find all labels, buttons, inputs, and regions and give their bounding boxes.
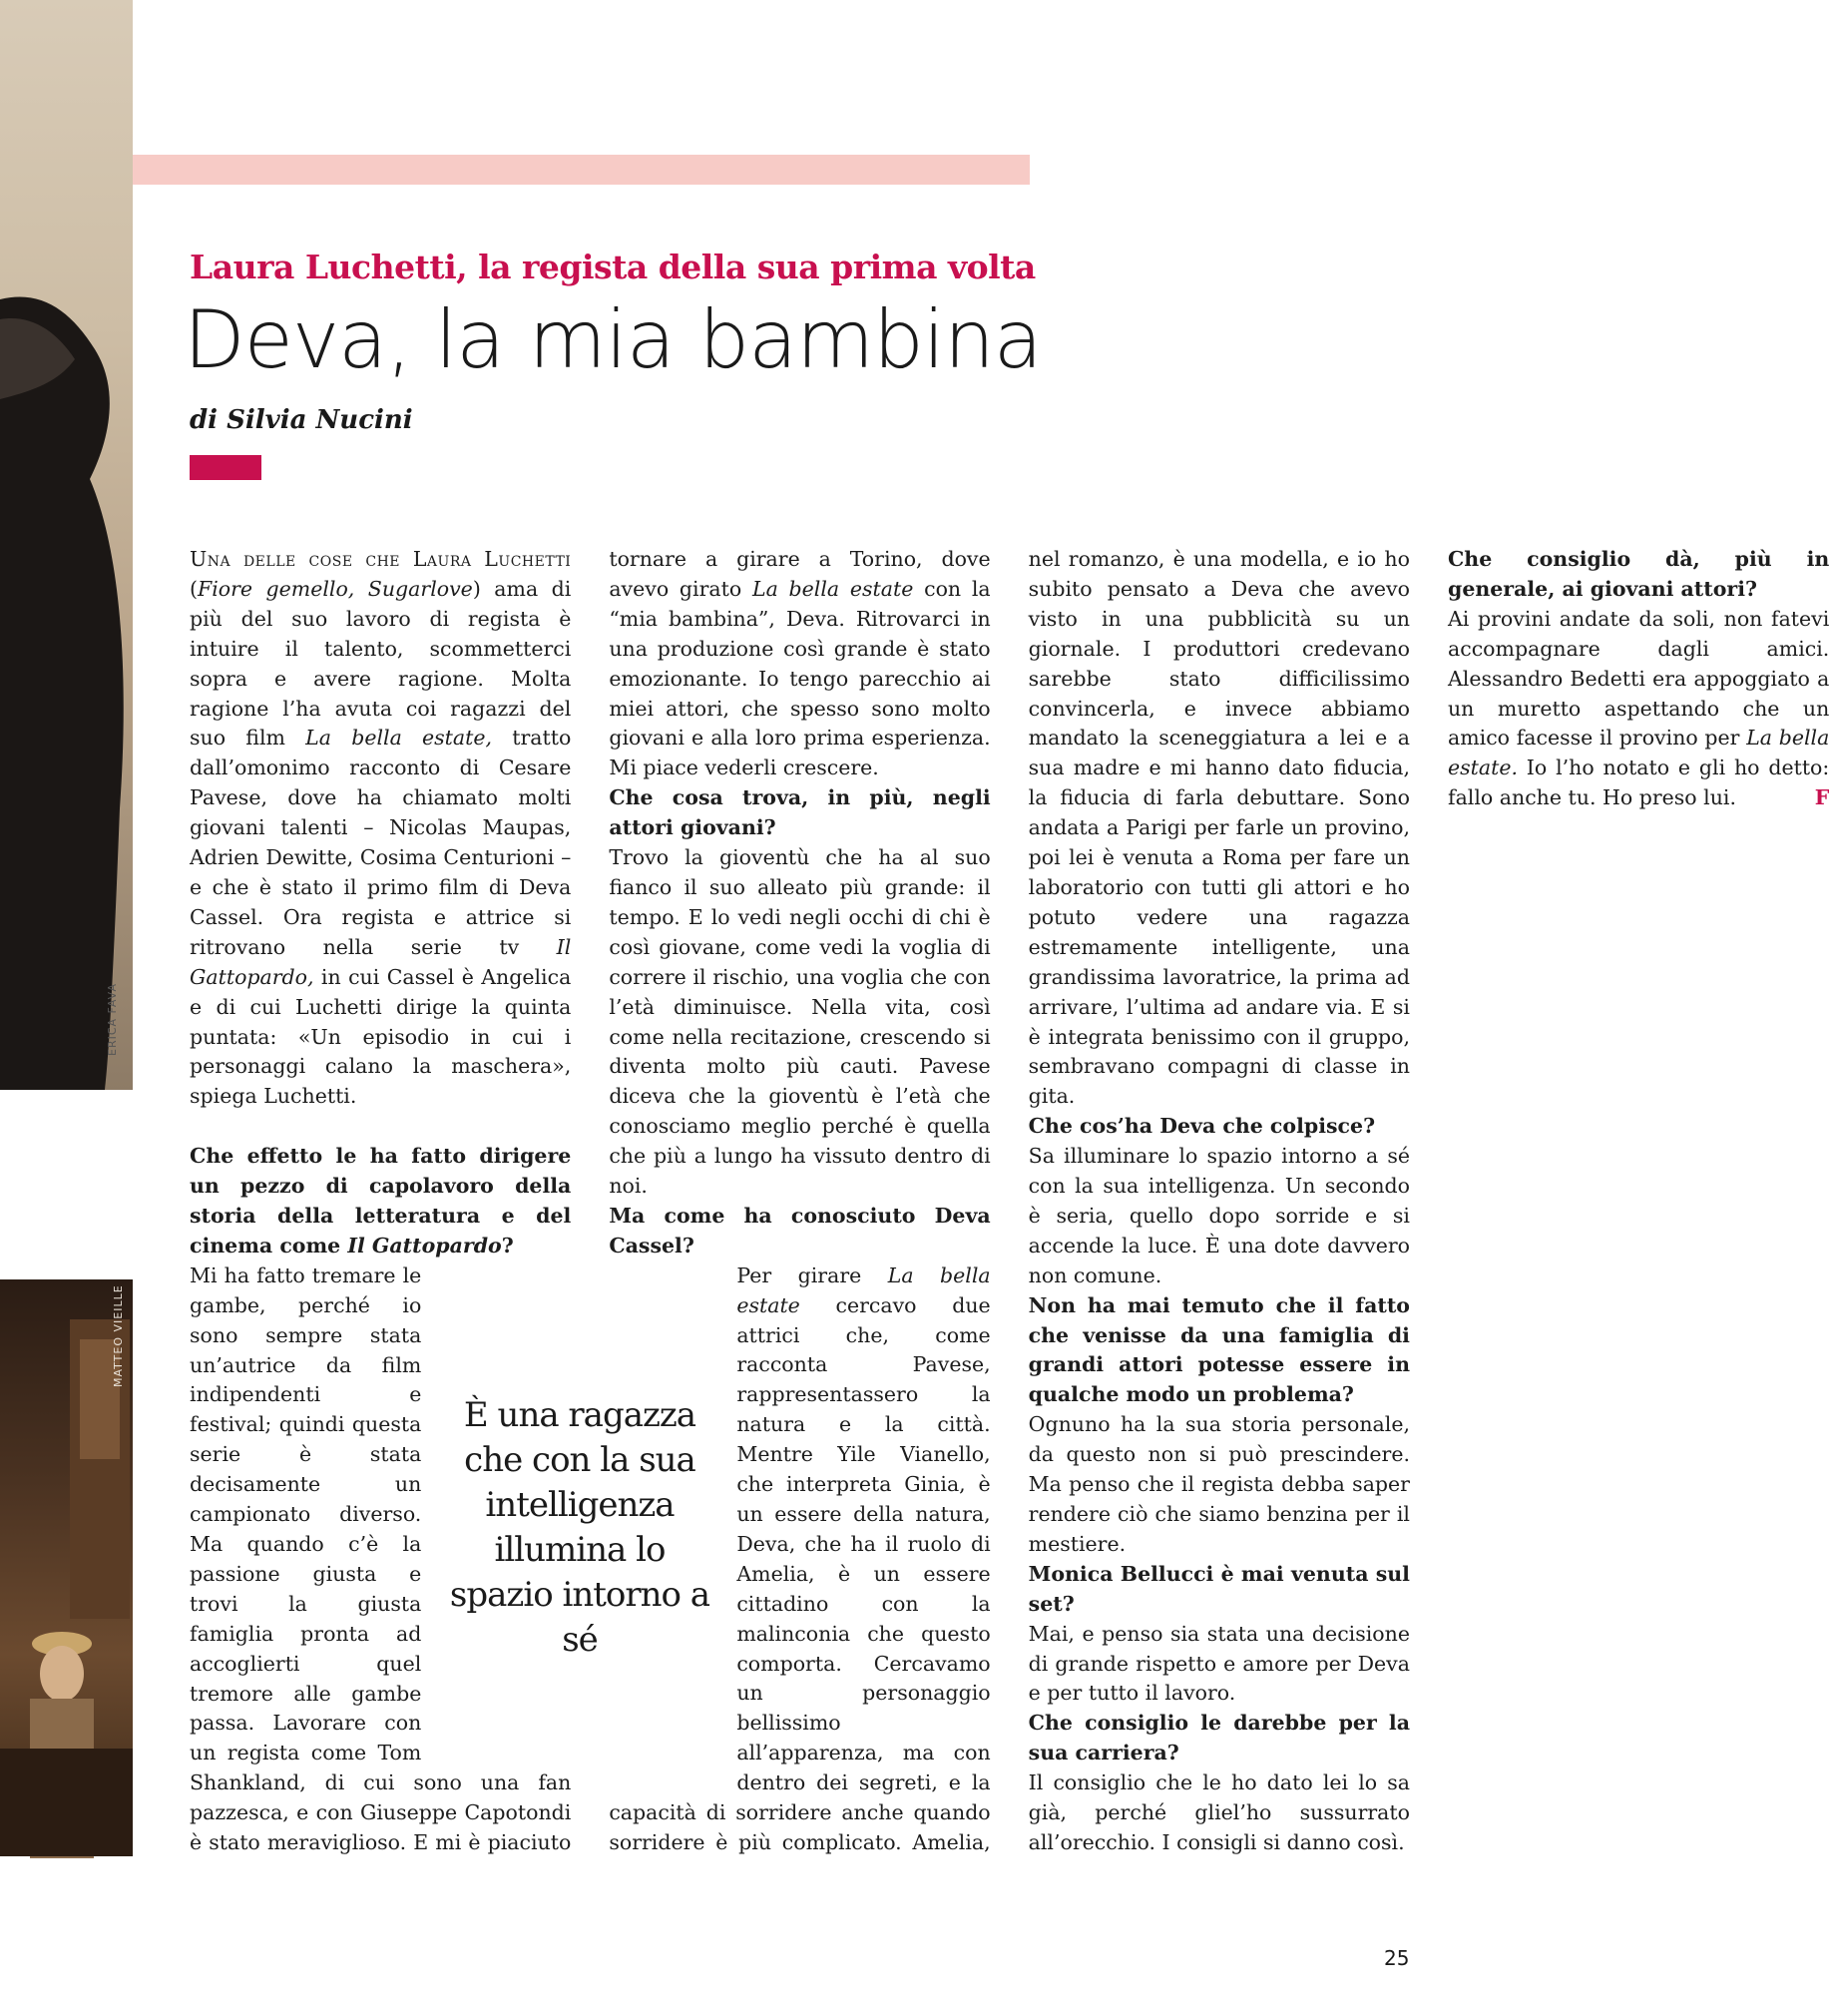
intro-paragraph: Una delle cose che Laura Luchetti (Fiore gemello, Sugarlove) ama di più del suo lavoro di regista è intuire il talento, scommetterci sopra e avere ragione. Molta ragione l’ha avuta coi ragazzi del suo film La bella estate, tratto dall’omonimo racconto di Cesare Pavese, dove ha chiamato molti giovani talenti – Nicolas Maupas, Adrien Dewitte, Cosima Centurioni – e che è stato il primo film di Deva Cassel. Ora regista e attrice si ritrovano nella serie tv Il Gattopardo, in cui Cassel è Angelica e di cui Luchetti dirige la quinta puntata: «Un episodio in cui i personaggi calano la maschera», spiega Luchetti.: [190, 547, 572, 1109]
pull-quote: È una ragazza che con la sua intelligenza illumina lo spazio intorno a sé: [439, 1393, 720, 1663]
article-byline: di Silvia Nucini: [190, 405, 413, 435]
answer-1: Mi ha fatto tremare le gambe, perché io sono sempre stata un’autrice da film indipendenti e festival; quindi questa serie è stata decisamente un campionato diverso. Ma quando c’è la passione giusta e trovi la giusta famiglia pronta ad accoglierti quel tremore alle gambe passa. Lavorare con un regista come Tom Shankland, di cui sono una fan pazzesca, e con Giuseppe Capotondi è stato meraviglioso. E mi è piaciuto tornare a girare a Torino, dove avevo girato La bella estate con la “mia bambina”, Deva. Ritrovarci in una produzione così grande è stato emozionante. Io tengo parecchio ai miei attori, che spesso sono molto giovani e alla loro prima esperienza. Mi piace vederli crescere.: [190, 547, 991, 1855]
figure-silhouette: [0, 289, 133, 1090]
answer-7: Il consiglio che le ho dato lei lo sa già, perché gliel’ho sussurrato all’orecchio. I consigli si danno così.: [1028, 1770, 1410, 1854]
accent-bar: [190, 455, 261, 480]
article-headline: Deva, la mia bambina: [184, 293, 1042, 386]
question-2: Che cosa trova, in più, negli attori giovani?: [609, 785, 991, 840]
article-kicker: Laura Luchetti, la regista della sua prima volta: [190, 248, 1036, 286]
question-5: Non ha mai temuto che il fatto che venisse da una famiglia di grandi attori potesse essere in qualche modo un problema?: [1028, 1292, 1410, 1407]
question-8: Che consiglio dà, più in generale, ai giovani attori?: [1447, 547, 1829, 601]
article-body: [190, 545, 1829, 1864]
answer-5: Ognuno ha la sua storia personale, da questo non si può prescindere. Ma penso che il regista debba saper rendere ciò che siamo benzina per il mestiere.: [1028, 1412, 1410, 1556]
answer-8: Ai provini andate da soli, non fatevi accompagnare dagli amici. Alessandro Bedetti era appoggiato a un muretto aspettando che un amico facesse il provino per La bella estate. Io l’ho notato e gli ho detto: fallo anche tu. Ho preso lui. F: [1448, 605, 1829, 813]
header-pink-bar: [133, 155, 1030, 185]
page-number: 25: [1384, 1946, 1410, 1970]
photo-credit-top: ERICA FAVA: [106, 982, 119, 1056]
question-3: Ma come ha conosciuto Deva Cassel?: [609, 1203, 991, 1258]
answer-6: Mai, e penso sia stata una decisione di grande rispetto e amore per Deva e per tutto il lavoro.: [1028, 1621, 1410, 1706]
question-4: Che cos’ha Deva che colpisce?: [1028, 1114, 1376, 1139]
photo-credit-bottom: MATTEO VIEILLE: [112, 1284, 125, 1387]
answer-3: Per girare La bella estate cercavo due attrici che, come racconta Pavese, rappresentassero la natura e la città. Mentre Yile Vianello, che interpreta Ginia, è un essere della natura, Deva, che ha il ruolo di Amelia, è un essere cittadino con la malinconia che questo comporta. Cercavamo un personaggio bellissimo all’apparenza, ma con dentro dei segreti, e la capacità di sorridere anche quando sorridere è più complicato. Amelia, nel romanzo, è una modella, e io ho subito pensato a Deva che avevo visto in una pubblicità su un giornale. I produttori credevano sarebbe stato difficilissimo convincerla, e invece abbiamo mandato la sceneggiatura a lei e a sua madre e mi hanno dato fiducia, la fiducia di farla debuttare. Sono andata a Parigi per farle un provino, poi lei è venuta a Roma per fare un laboratorio con tutti gli attori e ho potuto vedere una ragazza estremamente intelligente, una grandissima lavoratrice, la prima ad arrivare, l’ultima ad andare via. E si è integrata benissimo con il gruppo, sembravano compagni di classe in gita.: [609, 547, 1410, 1854]
question-6: Monica Bellucci è mai venuta sul set?: [1028, 1561, 1410, 1616]
photo-top: [0, 0, 133, 1090]
end-mark: F: [1814, 785, 1829, 810]
question-1: Che effetto le ha fatto dirigere un pezzo di capolavoro della storia della letteratura e del cinema come Il Gattopardo?: [190, 1144, 572, 1258]
answer-4: Sa illuminare lo spazio intorno a sé con la sua intelligenza. Un secondo è seria, quello dopo sorride e si accende la luce. È una dote davvero non comune.: [1028, 1144, 1410, 1287]
question-7: Che consiglio le darebbe per la sua carriera?: [1028, 1711, 1410, 1765]
answer-2: Trovo la gioventù che ha al suo fianco il suo alleato più grande: il tempo. E lo vedi negli occhi di chi è così giovane, come vedi la voglia di correre il rischio, una voglia che con l’età diminuisce. Nella vita, così come nella recitazione, crescendo si diventa molto più cauti. Pavese diceva che la gioventù è l’età che conosciamo meglio perché è quella che più a lungo ha vissuto dentro di noi.: [609, 845, 991, 1199]
